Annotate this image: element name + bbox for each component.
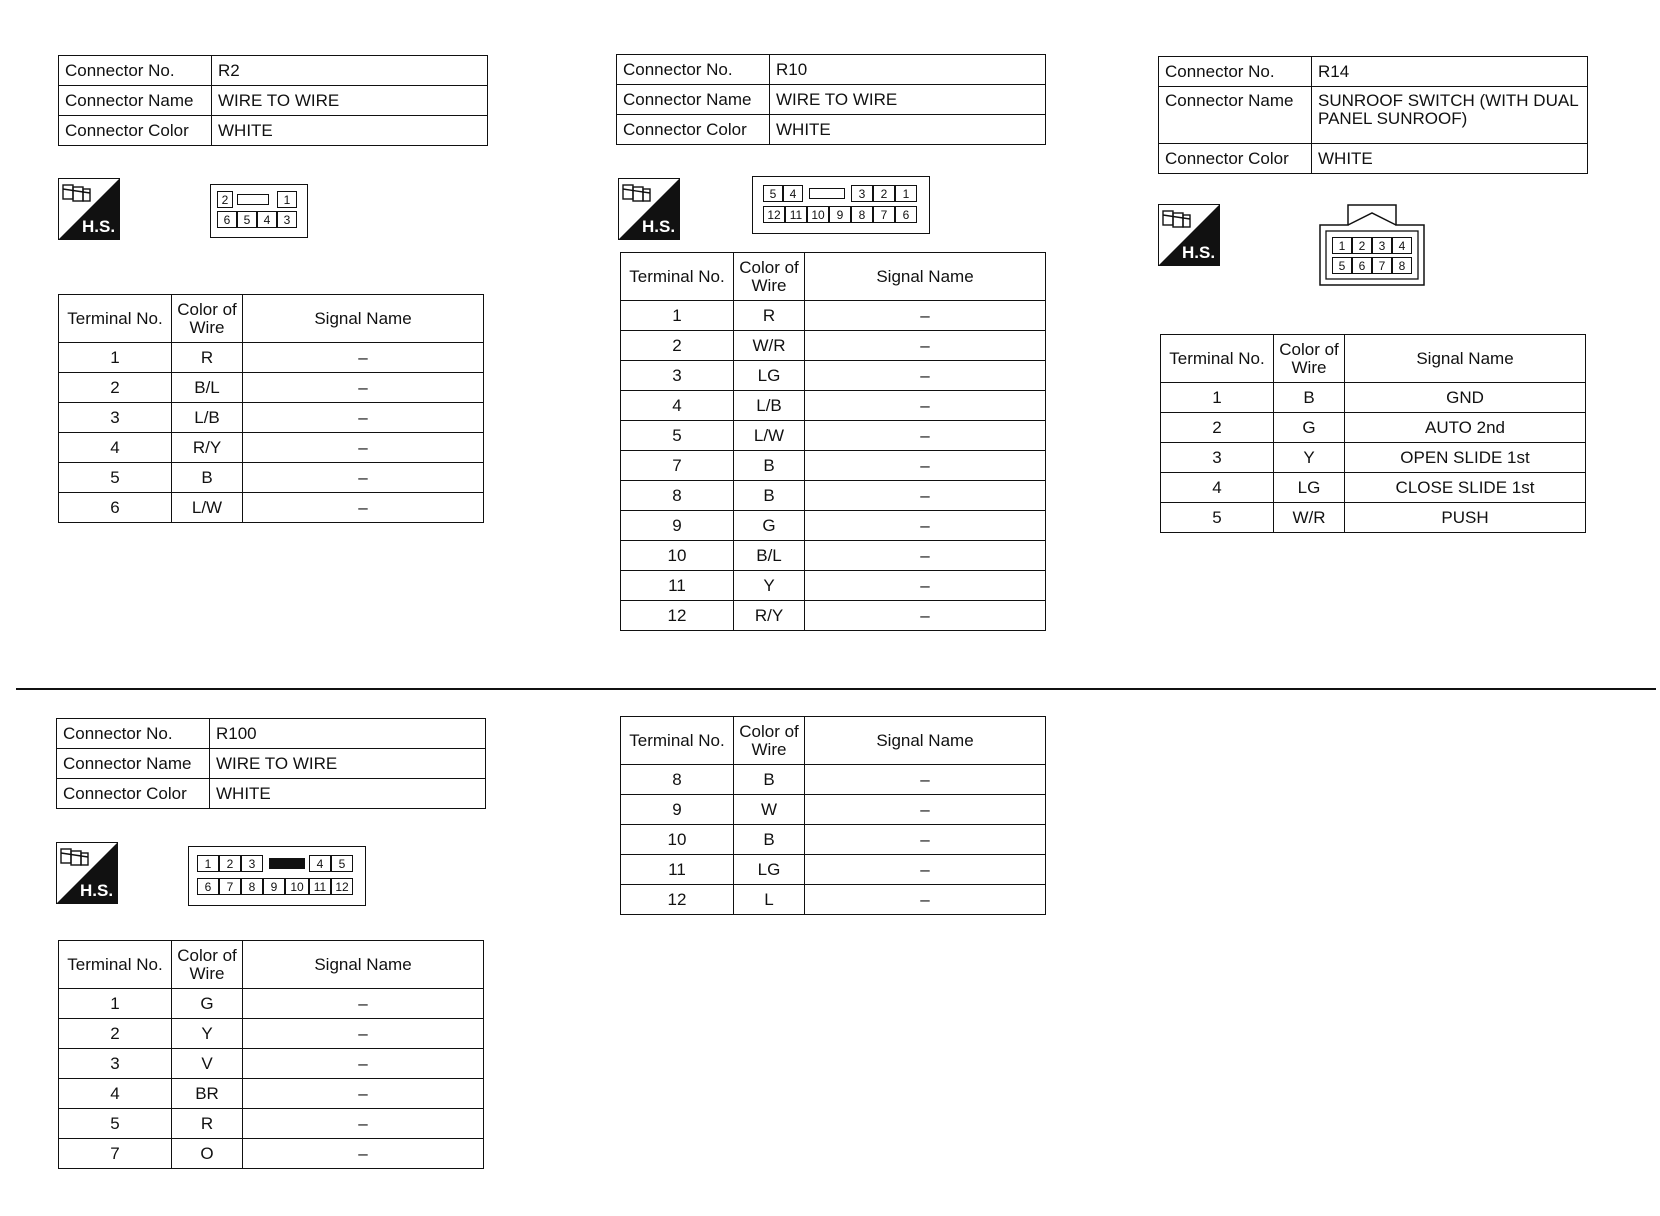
signal-name: – (805, 481, 1046, 511)
table-row (59, 373, 484, 403)
terminal-no: 4 (59, 433, 172, 463)
hs-badge-text: H.S. (82, 217, 116, 236)
connector-name-value: WIRE TO WIRE (212, 86, 488, 116)
color-of-wire-header: Color of Wire (172, 941, 243, 989)
wire-color: B (734, 481, 805, 511)
connector-name-value: WIRE TO WIRE (770, 85, 1046, 115)
connector-name-value: SUNROOF SWITCH (WITH DUAL PANEL SUNROOF) (1312, 87, 1588, 144)
wire-color: O (172, 1139, 243, 1169)
wire-color: R (172, 1109, 243, 1139)
terminal-table-r14 (1160, 334, 1586, 533)
signal-name: – (805, 331, 1046, 361)
pin-label: 2 (217, 191, 233, 208)
pin-label: 9 (263, 878, 285, 895)
table-row (621, 391, 1046, 421)
wire-color: LG (734, 855, 805, 885)
table-row (621, 825, 1046, 855)
terminal-no: 8 (621, 481, 734, 511)
terminal-no: 9 (621, 795, 734, 825)
signal-name: – (243, 373, 484, 403)
connector-no-value: R14 (1312, 57, 1588, 87)
harness-side-icon (58, 178, 120, 240)
connector-color-value: WHITE (770, 115, 1046, 145)
signal-name: – (243, 1049, 484, 1079)
pin-label: 6 (217, 211, 237, 228)
terminal-no: 4 (1161, 473, 1274, 503)
table-row (1161, 413, 1586, 443)
connector-name-label: Connector Name (57, 749, 210, 779)
connector-no-label: Connector No. (1159, 57, 1312, 87)
terminal-no-header: Terminal No. (59, 941, 172, 989)
terminal-table-r100-continued (620, 716, 1046, 915)
pin-label: 5 (1332, 257, 1352, 274)
harness-side-icon (56, 842, 118, 904)
pin-label: 5 (331, 855, 353, 872)
wire-color: B (172, 463, 243, 493)
terminal-no: 8 (621, 765, 734, 795)
wire-color: W (734, 795, 805, 825)
harness-side-icon (618, 178, 680, 240)
terminal-no: 9 (621, 511, 734, 541)
signal-name: – (243, 343, 484, 373)
connector-color-label: Connector Color (57, 779, 210, 809)
table-row (621, 795, 1046, 825)
signal-name: – (805, 361, 1046, 391)
terminal-no: 1 (621, 301, 734, 331)
table-row (621, 481, 1046, 511)
signal-name: – (243, 493, 484, 523)
pin-label: 4 (257, 211, 277, 228)
table-row (59, 1019, 484, 1049)
wire-color: G (172, 989, 243, 1019)
wire-color: Y (172, 1019, 243, 1049)
terminal-no-header: Terminal No. (621, 717, 734, 765)
signal-name-header: Signal Name (805, 717, 1046, 765)
pin-label: 12 (763, 206, 785, 223)
connector-key (237, 194, 269, 205)
pin-label: 6 (1352, 257, 1372, 274)
connector-no-value: R100 (210, 719, 486, 749)
table-row (1161, 443, 1586, 473)
signal-name: – (243, 1139, 484, 1169)
signal-name: – (805, 825, 1046, 855)
terminal-no: 3 (59, 403, 172, 433)
connector-no-label: Connector No. (57, 719, 210, 749)
table-row (59, 403, 484, 433)
signal-name: – (805, 541, 1046, 571)
terminal-no: 11 (621, 571, 734, 601)
signal-name: – (243, 989, 484, 1019)
wire-color: R/Y (172, 433, 243, 463)
table-row (621, 331, 1046, 361)
table-row (621, 301, 1046, 331)
terminal-no: 1 (59, 343, 172, 373)
terminal-no: 2 (1161, 413, 1274, 443)
table-row (59, 1109, 484, 1139)
pin-label: 2 (1352, 237, 1372, 254)
connector-key (809, 188, 845, 199)
pin-label: 2 (219, 855, 241, 872)
harness-side-icon (1158, 204, 1220, 266)
terminal-no: 3 (1161, 443, 1274, 473)
pin-label: 9 (829, 206, 851, 223)
signal-name: GND (1345, 383, 1586, 413)
terminal-no: 1 (1161, 383, 1274, 413)
pin-label: 7 (873, 206, 895, 223)
table-row (59, 343, 484, 373)
wire-color: V (172, 1049, 243, 1079)
pin-label: 3 (241, 855, 263, 872)
pin-label: 3 (1372, 237, 1392, 254)
signal-name: AUTO 2nd (1345, 413, 1586, 443)
hs-badge-text: H.S. (642, 217, 676, 236)
wire-color: L/B (734, 391, 805, 421)
pin-label: 1 (895, 185, 917, 202)
connector-face-r2 (210, 184, 308, 238)
connector-color-value: WHITE (212, 116, 488, 146)
wire-color: W/R (734, 331, 805, 361)
connector-name-label: Connector Name (59, 86, 212, 116)
signal-name: – (805, 855, 1046, 885)
pin-label: 3 (277, 211, 297, 228)
table-row (621, 451, 1046, 481)
connector-color-label: Connector Color (59, 116, 212, 146)
wire-color: R/Y (734, 601, 805, 631)
connector-no-label: Connector No. (617, 55, 770, 85)
terminal-no: 5 (1161, 503, 1274, 533)
table-row (621, 511, 1046, 541)
terminal-no: 2 (621, 331, 734, 361)
signal-name: – (243, 1079, 484, 1109)
table-row (621, 855, 1046, 885)
signal-name-header: Signal Name (1345, 335, 1586, 383)
connector-info-r2 (58, 55, 488, 146)
color-of-wire-header: Color of Wire (1274, 335, 1345, 383)
table-row (1161, 383, 1586, 413)
pin-label: 7 (219, 878, 241, 895)
pin-label: 12 (331, 878, 353, 895)
wire-color: B/L (734, 541, 805, 571)
table-row (1161, 503, 1586, 533)
wire-color: Y (734, 571, 805, 601)
terminal-no: 4 (621, 391, 734, 421)
wire-color: B (1274, 383, 1345, 413)
table-row (59, 493, 484, 523)
signal-name-header: Signal Name (243, 295, 484, 343)
connector-no-value: R2 (212, 56, 488, 86)
terminal-no: 11 (621, 855, 734, 885)
pin-label: 3 (851, 185, 873, 202)
terminal-no: 3 (59, 1049, 172, 1079)
hs-badge-text: H.S. (80, 881, 114, 900)
wire-color: BR (172, 1079, 243, 1109)
wire-color: R (734, 301, 805, 331)
pin-label: 10 (807, 206, 829, 223)
terminal-no: 2 (59, 1019, 172, 1049)
wire-color: B (734, 765, 805, 795)
signal-name: – (805, 765, 1046, 795)
pin-label: 5 (763, 185, 783, 202)
terminal-no: 1 (59, 989, 172, 1019)
terminal-no: 12 (621, 885, 734, 915)
terminal-table-r100 (58, 940, 484, 1169)
terminal-no-header: Terminal No. (59, 295, 172, 343)
terminal-table-r2 (58, 294, 484, 523)
signal-name: – (805, 601, 1046, 631)
table-row (621, 541, 1046, 571)
terminal-no: 2 (59, 373, 172, 403)
connector-color-value: WHITE (210, 779, 486, 809)
connector-no-label: Connector No. (59, 56, 212, 86)
connector-face-r10 (752, 176, 930, 234)
connector-face-r100 (188, 846, 366, 906)
wire-color: L/W (172, 493, 243, 523)
signal-name: – (805, 391, 1046, 421)
terminal-no: 7 (59, 1139, 172, 1169)
pin-label: 5 (237, 211, 257, 228)
signal-name: – (243, 1109, 484, 1139)
table-row (59, 433, 484, 463)
pin-label: 1 (197, 855, 219, 872)
terminal-no: 10 (621, 541, 734, 571)
pin-label: 8 (241, 878, 263, 895)
signal-name: OPEN SLIDE 1st (1345, 443, 1586, 473)
wire-color: B/L (172, 373, 243, 403)
terminal-no: 10 (621, 825, 734, 855)
pin-label: 4 (1392, 237, 1412, 254)
table-row (621, 601, 1046, 631)
terminal-no-header: Terminal No. (1161, 335, 1274, 383)
connector-no-value: R10 (770, 55, 1046, 85)
wire-color: G (1274, 413, 1345, 443)
connector-info-r14 (1158, 56, 1588, 174)
table-row (621, 361, 1046, 391)
signal-name: – (805, 301, 1046, 331)
connector-color-value: WHITE (1312, 144, 1588, 174)
wire-color: L/W (734, 421, 805, 451)
wire-color: G (734, 511, 805, 541)
table-row (1161, 473, 1586, 503)
terminal-no: 6 (59, 493, 172, 523)
color-of-wire-header: Color of Wire (734, 717, 805, 765)
terminal-no-header: Terminal No. (621, 253, 734, 301)
wire-color: B (734, 451, 805, 481)
connector-name-value: WIRE TO WIRE (210, 749, 486, 779)
connector-name-label: Connector Name (1159, 87, 1312, 144)
signal-name: – (805, 511, 1046, 541)
connector-color-label: Connector Color (617, 115, 770, 145)
connector-info-r100 (56, 718, 486, 809)
wire-color: L (734, 885, 805, 915)
signal-name: PUSH (1345, 503, 1586, 533)
pin-label: 8 (851, 206, 873, 223)
pin-label: 1 (1332, 237, 1352, 254)
terminal-no: 5 (59, 1109, 172, 1139)
pin-label: 6 (895, 206, 917, 223)
signal-name: – (243, 433, 484, 463)
signal-name: CLOSE SLIDE 1st (1345, 473, 1586, 503)
connector-key-filled (269, 858, 305, 869)
connector-color-label: Connector Color (1159, 144, 1312, 174)
terminal-no: 5 (621, 421, 734, 451)
signal-name: – (805, 451, 1046, 481)
hs-badge-text: H.S. (1182, 243, 1216, 262)
color-of-wire-header: Color of Wire (172, 295, 243, 343)
terminal-no: 7 (621, 451, 734, 481)
signal-name: – (805, 571, 1046, 601)
pin-label: 7 (1372, 257, 1392, 274)
terminal-no: 4 (59, 1079, 172, 1109)
terminal-table-r10 (620, 252, 1046, 631)
wire-color: W/R (1274, 503, 1345, 533)
table-row (621, 571, 1046, 601)
connector-info-r10 (616, 54, 1046, 145)
table-row (621, 421, 1046, 451)
pin-label: 1 (277, 191, 297, 208)
connector-name-label: Connector Name (617, 85, 770, 115)
wire-color: LG (734, 361, 805, 391)
table-row (59, 463, 484, 493)
signal-name-header: Signal Name (805, 253, 1046, 301)
wire-color: LG (1274, 473, 1345, 503)
pin-label: 4 (783, 185, 803, 202)
pin-label: 11 (309, 878, 331, 895)
signal-name: – (243, 463, 484, 493)
table-row (59, 989, 484, 1019)
pin-label: 10 (285, 878, 309, 895)
signal-name: – (805, 421, 1046, 451)
wire-color: R (172, 343, 243, 373)
table-row (59, 1079, 484, 1109)
connector-face-r14 (1318, 203, 1426, 287)
table-row (59, 1049, 484, 1079)
terminal-no: 12 (621, 601, 734, 631)
signal-name: – (805, 795, 1046, 825)
terminal-no: 5 (59, 463, 172, 493)
table-row (621, 885, 1046, 915)
pin-label: 11 (785, 206, 807, 223)
signal-name: – (805, 885, 1046, 915)
signal-name: – (243, 403, 484, 433)
pin-label: 6 (197, 878, 219, 895)
wire-color: Y (1274, 443, 1345, 473)
section-divider (16, 688, 1656, 690)
wire-color: L/B (172, 403, 243, 433)
color-of-wire-header: Color of Wire (734, 253, 805, 301)
wire-color: B (734, 825, 805, 855)
pin-label: 8 (1392, 257, 1412, 274)
table-row (621, 765, 1046, 795)
table-row (59, 1139, 484, 1169)
terminal-no: 3 (621, 361, 734, 391)
signal-name: – (243, 1019, 484, 1049)
pin-label: 4 (309, 855, 331, 872)
signal-name-header: Signal Name (243, 941, 484, 989)
pin-label: 2 (873, 185, 895, 202)
